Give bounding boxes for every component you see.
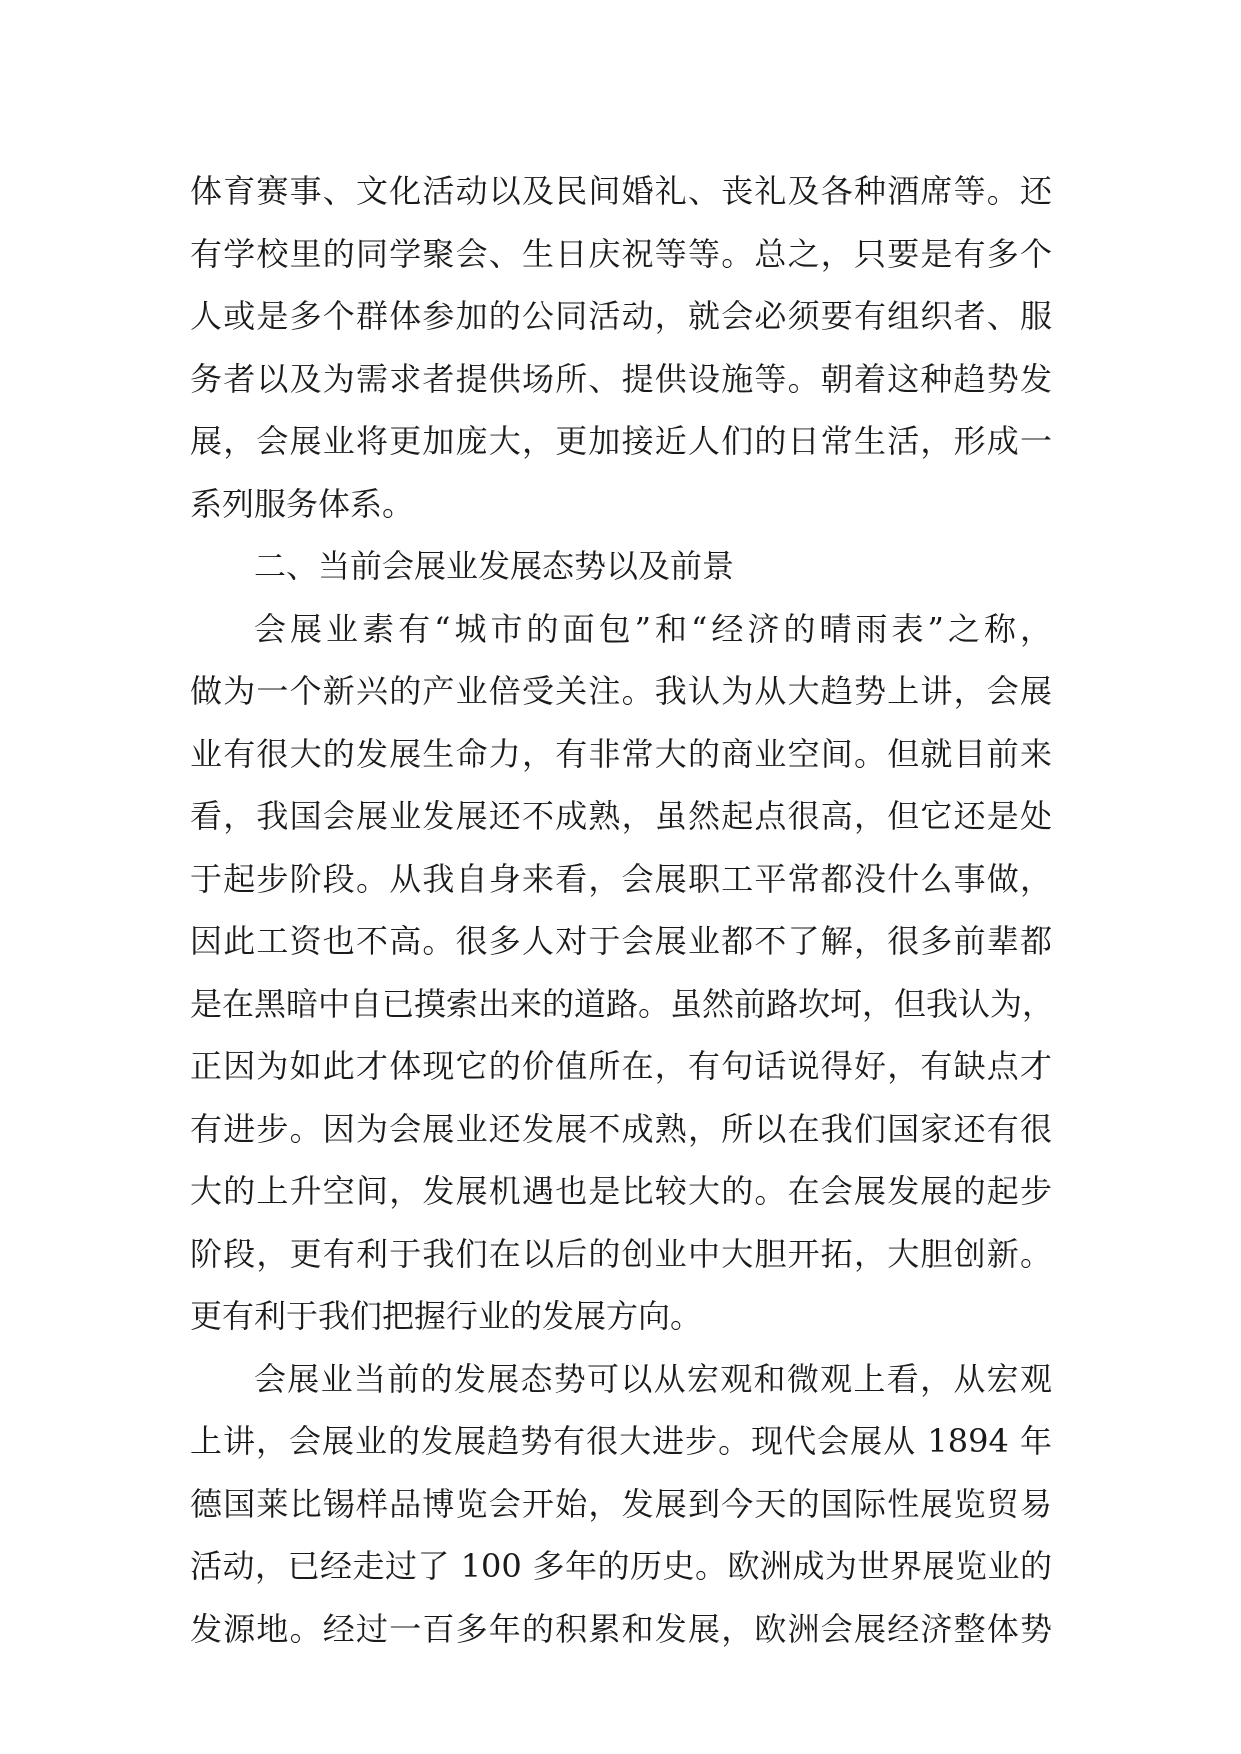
text-line: 上讲，会展业的发展趋势有很大进步。现代会展从 1894 年 — [190, 1422, 1052, 1460]
text-line: 大的上升空间，发展机遇也是比较大的。在会展发展的起步 — [190, 1172, 1052, 1210]
text-line: 展，会展业将更加庞大，更加接近人们的日常生活，形成一 — [190, 422, 1052, 460]
text-line: 有进步。因为会展业还发展不成熟，所以在我们国家还有很 — [190, 1109, 1052, 1148]
text-line: 更有利于我们把握行业的发展方向。 — [190, 1297, 703, 1335]
text-line: 人或是多个群体参加的公同活动，就会必须要有组织者、服 — [190, 297, 1052, 335]
text-line: 活动，已经走过了 100 多年的历史。欧洲成为世界展览业的 — [190, 1547, 1052, 1585]
document-page — [190, 160, 1055, 1660]
text-line: 正因为如此才体现它的价值所在，有句话说得好，有缺点才 — [190, 1047, 1052, 1085]
text-line: 会展业素有“城市的面包”和“经济的晴雨表”之称， — [254, 609, 1052, 648]
text-line: 做为一个新兴的产业倍受关注。我认为从大趋势上讲，会展 — [190, 672, 1052, 710]
text-line: 业有很大的发展生命力，有非常大的商业空间。但就目前来 — [190, 734, 1052, 773]
text-line: 看，我国会展业发展还不成熟，虽然起点很高，但它还是处 — [190, 797, 1052, 835]
text-line: 务者以及为需求者提供场所、提供设施等。朝着这种趋势发 — [190, 359, 1052, 398]
text-line: 有学校里的同学聚会、生日庆祝等等。总之，只要是有多个 — [190, 234, 1052, 273]
text-line: 体育赛事、文化活动以及民间婚礼、丧礼及各种酒席等。还 — [190, 172, 1052, 210]
text-line: 发源地。经过一百多年的积累和发展，欧洲会展经济整体势 — [190, 1609, 1052, 1648]
text-line: 会展业当前的发展态势可以从宏观和微观上看，从宏观 — [254, 1359, 1052, 1398]
section-heading: 二、当前会展业发展态势以及前景 — [254, 547, 735, 585]
text-line: 于起步阶段。从我自身来看，会展职工平常都没什么事做， — [190, 859, 1052, 898]
text-line: 系列服务体系。 — [190, 484, 415, 523]
text-line: 是在黑暗中自已摸索出来的道路。虽然前路坎坷，但我认为， — [190, 984, 1055, 1023]
text-line: 德国莱比锡样品博览会开始，发展到今天的国际性展览贸易 — [190, 1484, 1052, 1523]
text-line: 阶段，更有利于我们在以后的创业中大胆开拓，大胆创新。 — [190, 1234, 1052, 1273]
text-line: 因此工资也不高。很多人对于会展业都不了解，很多前辈都 — [190, 922, 1052, 960]
